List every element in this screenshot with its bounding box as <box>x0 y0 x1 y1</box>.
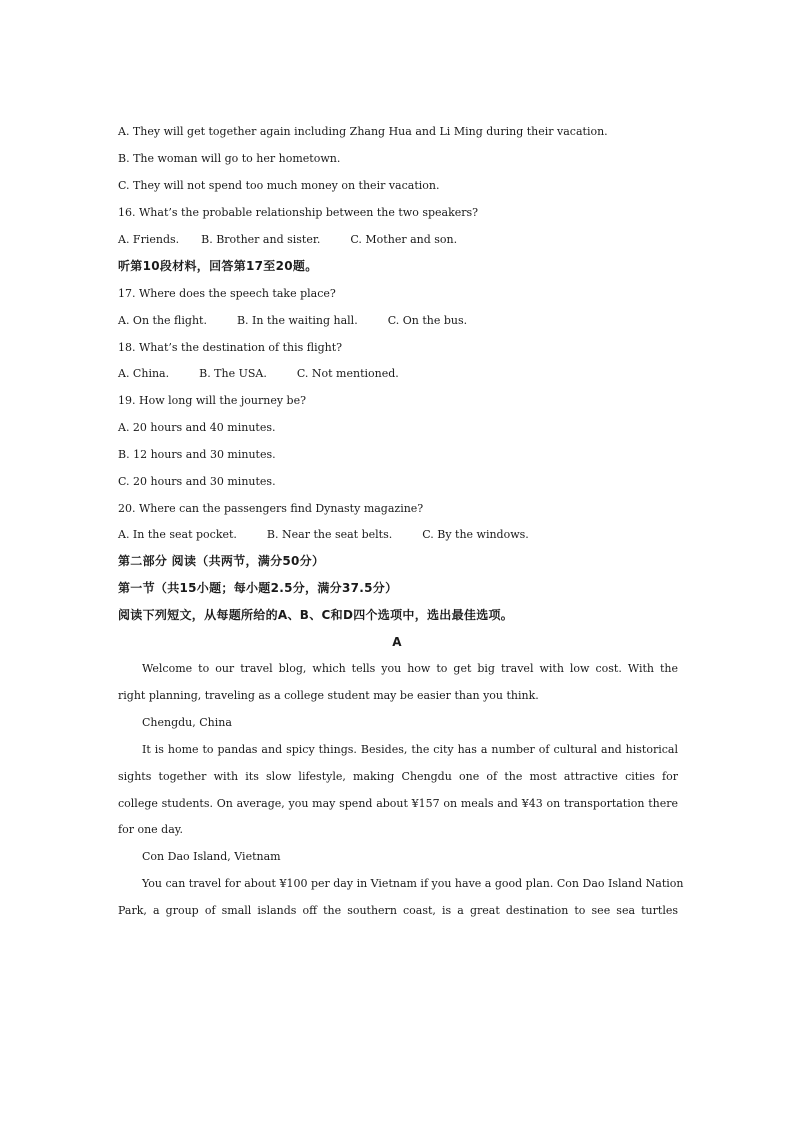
chengdu-line-2: sights together with its slow lifestyle, making Chengdu one of the most attractive cities for <box>118 770 678 783</box>
q19-question: 19. How long will the journey be? <box>118 394 306 407</box>
q19-option-c: C. 20 hours and 30 minutes. <box>118 475 276 488</box>
intro-line-2: right planning, traveling as a college student may be easier than you think. <box>118 689 539 702</box>
chengdu-line-4: for one day. <box>118 823 184 836</box>
q17-options <box>118 314 467 328</box>
chengdu-line-3: college students. On average, you may spend about ¥157 on meals and ¥43 on transportation there <box>118 797 678 810</box>
q18-question: 18. What’s the destination of this flight? <box>118 341 343 354</box>
q16-options <box>118 233 457 247</box>
q17-option-c: C. On the bus. <box>387 314 468 327</box>
intro-line-1: Welcome to our travel blog, which tells you how to get big travel with low cost. With the <box>142 662 678 675</box>
q18-option-b: B. The USA. <box>199 367 267 380</box>
q18-options <box>118 367 399 381</box>
q20-option-a: A. In the seat pocket. <box>118 528 237 541</box>
q19-option-b: B. 12 hours and 30 minutes. <box>118 448 276 461</box>
section10-instruction: 听第10段材料，回答第17至20题。 <box>118 259 318 273</box>
q17-question: 17. Where does the speech take place? <box>118 287 336 300</box>
q19-option-a: A. 20 hours and 40 minutes. <box>118 421 276 434</box>
q15-option-a: A. They will get together again including Zhang Hua and Li Ming during their vacation. <box>118 125 608 138</box>
q15-option-b: B. The woman will go to her hometown. <box>118 152 341 165</box>
chengdu-heading: Chengdu, China <box>142 716 232 729</box>
q20-option-c: C. By the windows. <box>422 528 529 541</box>
q16-option-a: A. Friends. <box>118 233 180 246</box>
chengdu-line-1: It is home to pandas and spicy things. Besides, the city has a number of cultural and historical <box>142 743 678 756</box>
reading-section-title: 第一节（共15小题；每小题2.5分，满分37.5分） <box>118 581 398 595</box>
q17-option-a: A. On the flight. <box>118 314 207 327</box>
passage-label: A <box>392 635 402 649</box>
q16-question: 16. What’s the probable relationship between the two speakers? <box>118 206 479 219</box>
q17-option-b: B. In the waiting hall. <box>236 314 358 327</box>
condao-heading: Con Dao Island, Vietnam <box>142 850 281 863</box>
reading-instruction: 阅读下列短文，从每题所给的A、B、C和D四个选项中，选出最佳选项。 <box>118 608 514 622</box>
q16-option-c: C. Mother and son. <box>350 233 458 246</box>
condao-line-1: You can travel for about ¥100 per day in Vietnam if you have a good plan. Con Dao Island Nation <box>142 877 684 890</box>
q18-option-a: A. China. <box>118 367 170 380</box>
q18-option-c: C. Not mentioned. <box>296 367 399 380</box>
q20-option-b: B. Near the seat belts. <box>266 528 393 541</box>
q20-question: 20. Where can the passengers find Dynasty magazine? <box>118 502 424 515</box>
q20-options <box>118 528 529 542</box>
reading-part-title: 第二部分 阅读（共两节，满分50分） <box>118 554 325 568</box>
q15-option-c: C. They will not spend too much money on their vacation. <box>118 179 440 192</box>
q16-option-b: B. Brother and sister. <box>201 233 321 246</box>
condao-line-2: Park, a group of small islands off the southern coast, is a great destination to see sea turtles <box>118 904 678 917</box>
